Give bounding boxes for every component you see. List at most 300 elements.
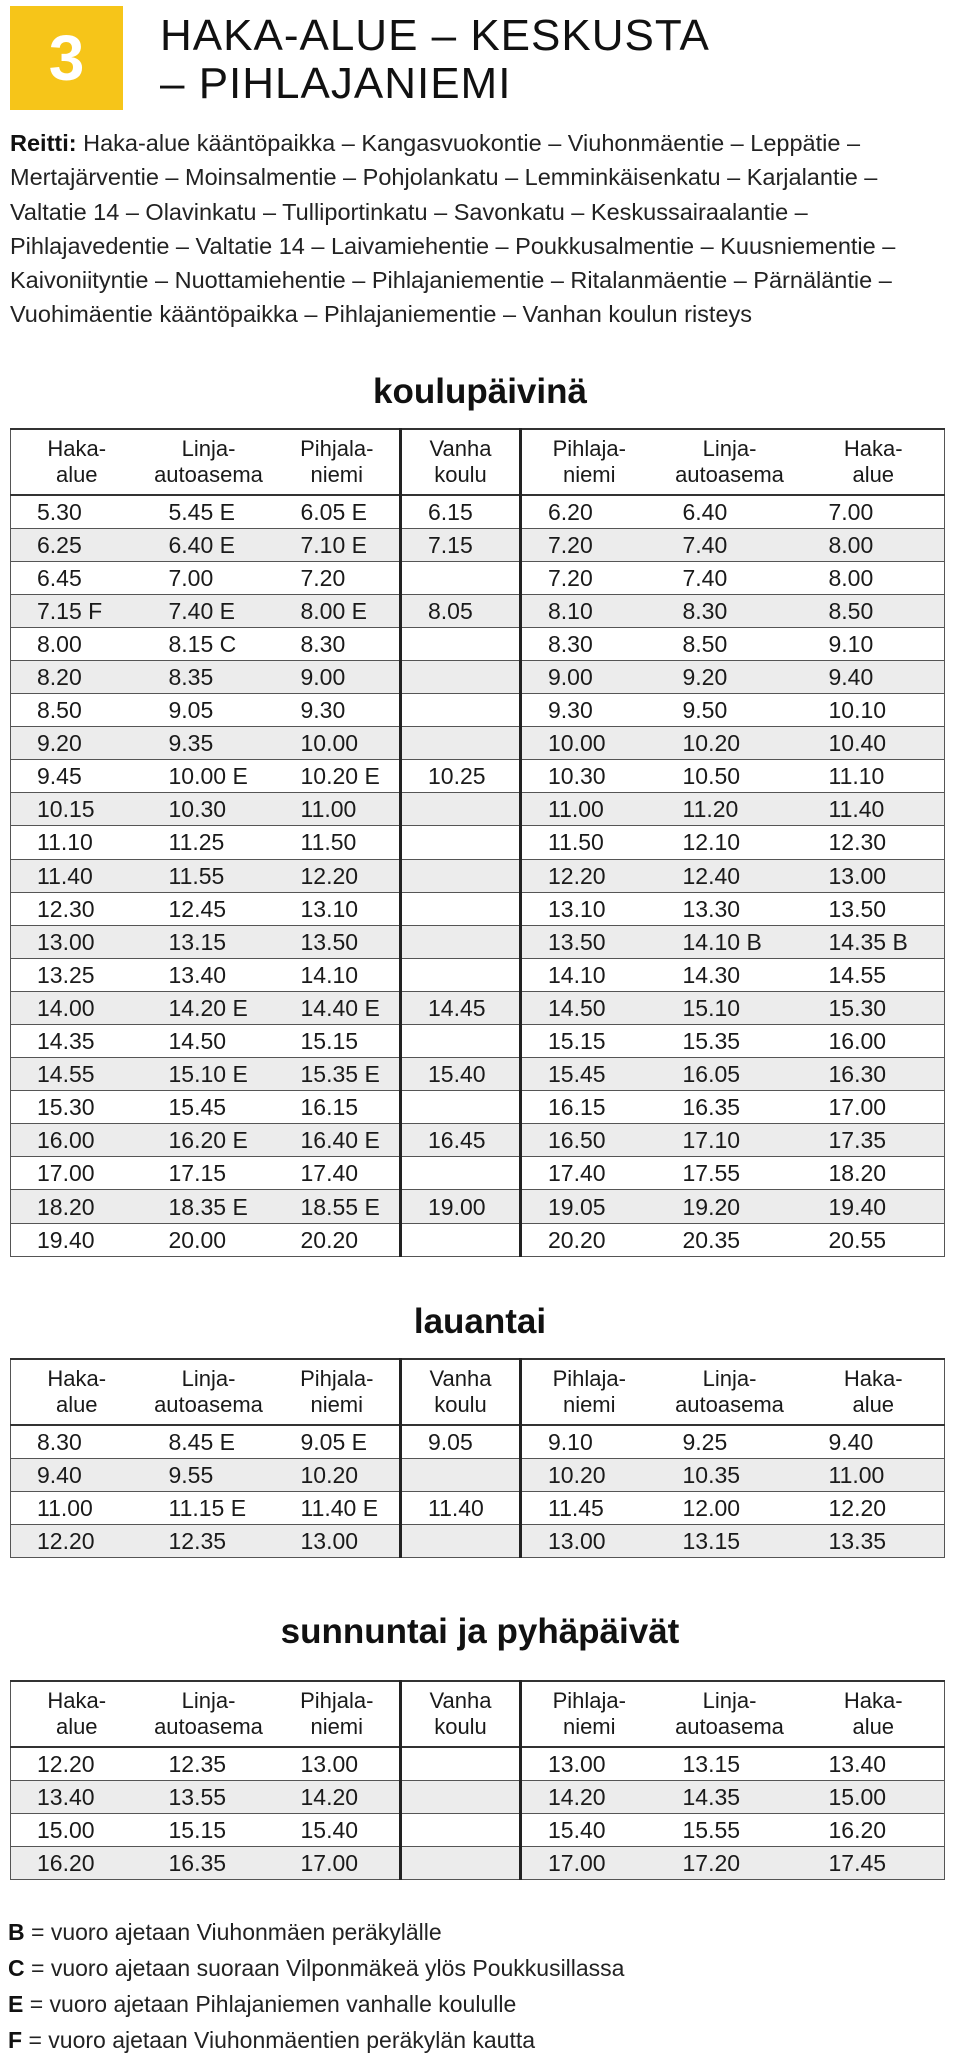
departure-time-cell: 9.50 xyxy=(657,694,803,727)
departure-time-cell: 15.35 xyxy=(657,1025,803,1058)
departure-time-cell xyxy=(401,793,521,826)
departure-time-cell: 6.25 xyxy=(11,528,143,561)
departure-time-cell: 14.00 xyxy=(11,991,143,1024)
departure-time-cell: 16.20 xyxy=(803,1813,945,1846)
departure-time-cell: 8.00 xyxy=(803,561,945,594)
departure-time-cell: 10.20 xyxy=(657,727,803,760)
departure-time-cell: 15.15 xyxy=(275,1025,401,1058)
departure-time-cell: 10.50 xyxy=(657,760,803,793)
page-title xyxy=(160,12,710,108)
departure-time-cell: 11.20 xyxy=(657,793,803,826)
route-stops: Haka-alue kääntöpaikka – Kangasvuokontie – Viuhonmäentie – Leppätie – Mertajärventie – Moinsalmentie – Pohjolankatu – Lemminkäisenkatu – Karjalantie – Valtatie 14 – Olavinkatu – Tulliportinkatu – Savonkatu – Keskussairaalantie – Pihlajavedentie – Valtatie 14 – Laivamiehentie – Poukkusalmentie – Kuusniementie – Kaivoniityntie – Nuottamiehentie – Pihlajaniementie – Ritalanmäentie – Pärnäläntie – Vuohimäentie kääntöpaikka – Pihlajaniementie – Vanhan koulun risteys xyxy=(10,130,896,328)
departure-time-cell xyxy=(401,1025,521,1058)
departure-time-cell: 6.05 E xyxy=(275,495,401,528)
departure-time-cell: 11.10 xyxy=(11,826,143,859)
departure-time-cell: 14.10 B xyxy=(657,925,803,958)
departure-time-cell: 9.20 xyxy=(657,660,803,693)
departure-time-cell: 9.35 xyxy=(143,727,275,760)
table-row xyxy=(11,1524,945,1557)
column-header-line: Vanha xyxy=(429,1366,492,1391)
departure-time-cell: 13.55 xyxy=(143,1780,275,1813)
column-header-line: Linja- xyxy=(181,436,236,461)
departure-time-cell: 14.45 xyxy=(401,991,521,1024)
departure-time-cell: 10.25 xyxy=(401,760,521,793)
column-header xyxy=(143,1359,275,1425)
departure-time-cell: 7.20 xyxy=(521,528,657,561)
table-row xyxy=(11,925,945,958)
departure-time-cell: 11.10 xyxy=(803,760,945,793)
column-header xyxy=(275,1359,401,1425)
departure-time-cell: 14.55 xyxy=(803,958,945,991)
departure-time-cell xyxy=(401,958,521,991)
departure-time-cell: 8.00 xyxy=(11,627,143,660)
departure-time-cell: 8.50 xyxy=(11,694,143,727)
table-row xyxy=(11,1747,945,1780)
column-header xyxy=(143,1681,275,1747)
departure-time-cell: 19.40 xyxy=(803,1190,945,1223)
departure-time-cell: 12.20 xyxy=(521,859,657,892)
departure-time-cell: 18.35 E xyxy=(143,1190,275,1223)
column-header-line: Linja- xyxy=(702,436,757,461)
departure-time-cell: 13.25 xyxy=(11,958,143,991)
departure-time-cell: 9.30 xyxy=(521,694,657,727)
column-header-line: Pihlaja- xyxy=(552,1688,626,1713)
departure-time-cell: 9.00 xyxy=(275,660,401,693)
departure-time-cell: 15.10 xyxy=(657,991,803,1024)
departure-time-cell: 9.40 xyxy=(803,1425,945,1458)
departure-time-cell: 14.35 xyxy=(657,1780,803,1813)
departure-time-cell: 17.15 xyxy=(143,1157,275,1190)
departure-time-cell: 13.00 xyxy=(521,1524,657,1557)
departure-time-cell: 13.15 xyxy=(143,925,275,958)
departure-time-cell xyxy=(401,727,521,760)
departure-time-cell: 13.10 xyxy=(275,892,401,925)
departure-time-cell: 11.40 xyxy=(803,793,945,826)
column-header xyxy=(11,429,143,495)
timetable-school-days xyxy=(10,428,945,1257)
column-header-line: autoasema xyxy=(675,462,784,487)
title-line-2: – PIHLAJANIEMI xyxy=(160,59,512,108)
departure-time-cell xyxy=(401,859,521,892)
departure-time-cell: 16.05 xyxy=(657,1058,803,1091)
departure-time-cell: 11.40 E xyxy=(275,1491,401,1524)
departure-time-cell xyxy=(401,660,521,693)
departure-time-cell: 12.35 xyxy=(143,1524,275,1557)
departure-time-cell: 14.30 xyxy=(657,958,803,991)
departure-time-cell: 10.20 E xyxy=(275,760,401,793)
table-row xyxy=(11,495,945,528)
departure-time-cell: 9.05 E xyxy=(275,1425,401,1458)
departure-time-cell: 14.20 xyxy=(275,1780,401,1813)
departure-time-cell: 5.30 xyxy=(11,495,143,528)
departure-time-cell: 16.50 xyxy=(521,1124,657,1157)
departure-time-cell: 17.00 xyxy=(11,1157,143,1190)
departure-time-cell: 7.00 xyxy=(143,561,275,594)
departure-time-cell xyxy=(401,1780,521,1813)
table-row xyxy=(11,1025,945,1058)
departure-time-cell: 17.00 xyxy=(803,1091,945,1124)
departure-time-cell: 17.55 xyxy=(657,1157,803,1190)
table-row xyxy=(11,1813,945,1846)
column-header xyxy=(143,429,275,495)
departure-time-cell: 10.20 xyxy=(275,1458,401,1491)
departure-time-cell: 16.30 xyxy=(803,1058,945,1091)
column-header xyxy=(401,1681,521,1747)
departure-time-cell: 19.05 xyxy=(521,1190,657,1223)
table-row xyxy=(11,892,945,925)
departure-time-cell: 18.20 xyxy=(11,1190,143,1223)
column-header xyxy=(401,429,521,495)
departure-time-cell xyxy=(401,627,521,660)
departure-time-cell: 6.45 xyxy=(11,561,143,594)
table-row xyxy=(11,1458,945,1491)
column-header xyxy=(521,429,657,495)
table-row xyxy=(11,1491,945,1524)
departure-time-cell: 10.15 xyxy=(11,793,143,826)
departure-time-cell xyxy=(401,1223,521,1256)
column-header-line: autoasema xyxy=(675,1714,784,1739)
departure-time-cell: 16.35 xyxy=(657,1091,803,1124)
departure-time-cell: 9.00 xyxy=(521,660,657,693)
departure-time-cell: 6.40 E xyxy=(143,528,275,561)
route-number-badge: 3 xyxy=(10,6,123,110)
departure-time-cell: 12.40 xyxy=(657,859,803,892)
departure-time-cell: 17.40 xyxy=(521,1157,657,1190)
table-row xyxy=(11,1223,945,1256)
table-row xyxy=(11,627,945,660)
departure-time-cell: 13.00 xyxy=(803,859,945,892)
column-header-line: Linja- xyxy=(181,1366,236,1391)
table-row xyxy=(11,991,945,1024)
departure-time-cell: 14.50 xyxy=(521,991,657,1024)
departure-time-cell: 7.40 xyxy=(657,528,803,561)
departure-time-cell: 8.35 xyxy=(143,660,275,693)
departure-time-cell: 10.10 xyxy=(803,694,945,727)
departure-time-cell xyxy=(401,1813,521,1846)
departure-time-cell xyxy=(401,892,521,925)
departure-time-cell: 13.40 xyxy=(143,958,275,991)
table-row xyxy=(11,1124,945,1157)
departure-time-cell: 20.35 xyxy=(657,1223,803,1256)
departure-time-cell xyxy=(401,1157,521,1190)
departure-time-cell: 17.00 xyxy=(275,1846,401,1879)
departure-time-cell: 9.10 xyxy=(803,627,945,660)
departure-time-cell: 8.50 xyxy=(803,594,945,627)
table-row xyxy=(11,1091,945,1124)
column-header xyxy=(803,429,945,495)
table-row xyxy=(11,1157,945,1190)
departure-time-cell: 13.40 xyxy=(11,1780,143,1813)
departure-time-cell: 8.30 xyxy=(275,627,401,660)
column-header-line: niemi xyxy=(310,462,364,487)
table-row xyxy=(11,958,945,991)
column-header-line: autoasema xyxy=(154,1392,263,1417)
column-header xyxy=(401,1359,521,1425)
departure-time-cell: 13.30 xyxy=(657,892,803,925)
departure-time-cell: 8.50 xyxy=(657,627,803,660)
departure-time-cell: 14.50 xyxy=(143,1025,275,1058)
departure-time-cell: 10.00 xyxy=(521,727,657,760)
column-header-line: Haka- xyxy=(47,436,107,461)
departure-time-cell: 16.15 xyxy=(275,1091,401,1124)
table-row xyxy=(11,660,945,693)
table-row xyxy=(11,528,945,561)
departure-time-cell: 8.30 xyxy=(11,1425,143,1458)
table-row xyxy=(11,1058,945,1091)
departure-time-cell: 16.20 E xyxy=(143,1124,275,1157)
departure-time-cell xyxy=(401,694,521,727)
departure-time-cell: 13.15 xyxy=(657,1747,803,1780)
departure-time-cell: 8.15 C xyxy=(143,627,275,660)
departure-time-cell: 13.00 xyxy=(275,1524,401,1557)
departure-time-cell: 8.30 xyxy=(657,594,803,627)
departure-time-cell: 11.15 E xyxy=(143,1491,275,1524)
column-header xyxy=(521,1359,657,1425)
departure-time-cell: 12.30 xyxy=(11,892,143,925)
departure-time-cell: 11.50 xyxy=(275,826,401,859)
departure-time-cell: 10.30 xyxy=(143,793,275,826)
departure-time-cell: 6.40 xyxy=(657,495,803,528)
departure-time-cell: 13.50 xyxy=(275,925,401,958)
departure-time-cell: 15.40 xyxy=(275,1813,401,1846)
departure-time-cell: 14.55 xyxy=(11,1058,143,1091)
column-header-line: niemi xyxy=(310,1714,364,1739)
column-header-line: niemi xyxy=(562,1392,616,1417)
column-header-line: Haka- xyxy=(843,1366,903,1391)
column-header-line: autoasema xyxy=(154,1714,263,1739)
departure-time-cell: 15.35 E xyxy=(275,1058,401,1091)
column-header-line: alue xyxy=(55,1392,98,1417)
departure-time-cell: 17.45 xyxy=(803,1846,945,1879)
departure-time-cell: 13.15 xyxy=(657,1524,803,1557)
departure-time-cell: 12.20 xyxy=(11,1524,143,1557)
column-header-line: Pihlaja- xyxy=(552,1366,626,1391)
column-header-line: Linja- xyxy=(702,1366,757,1391)
departure-time-cell: 19.40 xyxy=(11,1223,143,1256)
departure-time-cell: 15.40 xyxy=(521,1813,657,1846)
departure-time-cell: 11.40 xyxy=(401,1491,521,1524)
departure-time-cell: 15.45 xyxy=(143,1091,275,1124)
table-row xyxy=(11,694,945,727)
departure-time-cell: 17.40 xyxy=(275,1157,401,1190)
departure-time-cell: 5.45 E xyxy=(143,495,275,528)
departure-time-cell: 8.20 xyxy=(11,660,143,693)
table-row xyxy=(11,793,945,826)
departure-time-cell: 14.20 xyxy=(521,1780,657,1813)
departure-time-cell: 12.20 xyxy=(803,1491,945,1524)
departure-time-cell: 16.35 xyxy=(143,1846,275,1879)
departure-time-cell: 11.00 xyxy=(803,1458,945,1491)
route-description xyxy=(10,126,950,332)
section-title-sunday-holidays: sunnuntai ja pyhäpäivät xyxy=(280,1612,680,1651)
departure-time-cell: 18.55 E xyxy=(275,1190,401,1223)
departure-time-cell: 19.00 xyxy=(401,1190,521,1223)
departure-time-cell: 14.40 E xyxy=(275,991,401,1024)
column-header xyxy=(275,429,401,495)
departure-time-cell: 16.40 E xyxy=(275,1124,401,1157)
departure-time-cell: 15.10 E xyxy=(143,1058,275,1091)
departure-time-cell: 15.15 xyxy=(521,1025,657,1058)
section-title-saturday: lauantai xyxy=(413,1302,547,1341)
column-header-line: koulu xyxy=(434,462,487,487)
table-row xyxy=(11,1846,945,1879)
departure-time-cell: 9.10 xyxy=(521,1425,657,1458)
departure-time-cell: 8.30 xyxy=(521,627,657,660)
column-header xyxy=(657,1681,803,1747)
column-header xyxy=(11,1359,143,1425)
column-header-line: Linja- xyxy=(181,1688,236,1713)
departure-time-cell: 11.00 xyxy=(275,793,401,826)
column-header xyxy=(803,1681,945,1747)
column-header-line: alue xyxy=(852,1392,895,1417)
departure-time-cell: 17.00 xyxy=(521,1846,657,1879)
column-header xyxy=(275,1681,401,1747)
departure-time-cell: 20.20 xyxy=(275,1223,401,1256)
column-header-line: Pihjala- xyxy=(300,436,374,461)
column-header-line: alue xyxy=(852,462,895,487)
departure-time-cell: 20.55 xyxy=(803,1223,945,1256)
departure-time-cell: 8.10 xyxy=(521,594,657,627)
departure-time-cell: 15.30 xyxy=(803,991,945,1024)
departure-time-cell: 14.20 E xyxy=(143,991,275,1024)
column-header-line: Vanha xyxy=(429,436,492,461)
timetable-header-row xyxy=(11,1681,945,1747)
departure-time-cell xyxy=(401,1747,521,1780)
departure-time-cell: 7.40 E xyxy=(143,594,275,627)
departure-time-cell: 9.25 xyxy=(657,1425,803,1458)
departure-time-cell: 13.35 xyxy=(803,1524,945,1557)
departure-time-cell: 15.15 xyxy=(143,1813,275,1846)
departure-time-cell: 11.50 xyxy=(521,826,657,859)
departure-time-cell: 9.40 xyxy=(803,660,945,693)
column-header-line: Haka- xyxy=(47,1688,107,1713)
departure-time-cell xyxy=(401,1846,521,1879)
column-header-line: Haka- xyxy=(843,1688,903,1713)
column-header xyxy=(657,429,803,495)
table-row xyxy=(11,760,945,793)
departure-time-cell: 7.40 xyxy=(657,561,803,594)
departure-time-cell: 9.05 xyxy=(143,694,275,727)
departure-time-cell: 12.35 xyxy=(143,1747,275,1780)
departure-time-cell: 9.05 xyxy=(401,1425,521,1458)
column-header-line: Linja- xyxy=(702,1688,757,1713)
departure-time-cell: 10.35 xyxy=(657,1458,803,1491)
departure-time-cell: 8.00 xyxy=(803,528,945,561)
departure-time-cell: 10.00 xyxy=(275,727,401,760)
departure-time-cell: 16.00 xyxy=(803,1025,945,1058)
departure-time-cell: 16.00 xyxy=(11,1124,143,1157)
column-header-line: Vanha xyxy=(429,1688,492,1713)
title-line-1: HAKA-ALUE – KESKUSTA xyxy=(160,11,710,60)
table-row xyxy=(11,594,945,627)
departure-time-cell: 11.40 xyxy=(11,859,143,892)
column-header-line: alue xyxy=(55,1714,98,1739)
table-row xyxy=(11,826,945,859)
timetable-header-row xyxy=(11,1359,945,1425)
departure-time-cell: 7.15 F xyxy=(11,594,143,627)
departure-time-cell: 15.45 xyxy=(521,1058,657,1091)
table-row xyxy=(11,1425,945,1458)
legend-item-f: F = vuoro ajetaan Viuhonmäentien peräkylän kautta xyxy=(8,2027,536,2053)
column-header-line: Haka- xyxy=(843,436,903,461)
departure-time-cell: 8.45 E xyxy=(143,1425,275,1458)
departure-time-cell: 12.30 xyxy=(803,826,945,859)
column-header-line: autoasema xyxy=(154,462,263,487)
departure-time-cell: 9.30 xyxy=(275,694,401,727)
departure-time-cell: 8.05 xyxy=(401,594,521,627)
column-header-line: niemi xyxy=(310,1392,364,1417)
column-header xyxy=(803,1359,945,1425)
departure-time-cell: 18.20 xyxy=(803,1157,945,1190)
departure-time-cell: 13.00 xyxy=(11,925,143,958)
departure-time-cell: 10.40 xyxy=(803,727,945,760)
departure-time-cell: 16.15 xyxy=(521,1091,657,1124)
departure-time-cell: 17.10 xyxy=(657,1124,803,1157)
departure-time-cell: 11.55 xyxy=(143,859,275,892)
departure-time-cell: 11.45 xyxy=(521,1491,657,1524)
column-header-line: alue xyxy=(55,462,98,487)
route-label: Reitti: xyxy=(10,130,77,156)
departure-time-cell: 17.35 xyxy=(803,1124,945,1157)
departure-time-cell xyxy=(401,1524,521,1557)
departure-time-cell: 15.30 xyxy=(11,1091,143,1124)
departure-time-cell: 9.45 xyxy=(11,760,143,793)
legend-item-c: C = vuoro ajetaan suoraan Vilponmäkeä ylös Poukkusillassa xyxy=(8,1955,625,1981)
departure-time-cell: 10.30 xyxy=(521,760,657,793)
departure-time-cell xyxy=(401,1458,521,1491)
departure-time-cell: 12.00 xyxy=(657,1491,803,1524)
table-row xyxy=(11,727,945,760)
departure-time-cell: 10.00 E xyxy=(143,760,275,793)
departure-time-cell: 11.25 xyxy=(143,826,275,859)
departure-time-cell xyxy=(401,561,521,594)
departure-time-cell: 12.10 xyxy=(657,826,803,859)
column-header xyxy=(521,1681,657,1747)
departure-time-cell: 15.00 xyxy=(11,1813,143,1846)
column-header-line: autoasema xyxy=(675,1392,784,1417)
departure-time-cell: 12.20 xyxy=(11,1747,143,1780)
departure-time-cell: 7.20 xyxy=(275,561,401,594)
departure-time-cell: 7.10 E xyxy=(275,528,401,561)
departure-time-cell: 13.10 xyxy=(521,892,657,925)
departure-time-cell: 9.40 xyxy=(11,1458,143,1491)
departure-time-cell: 12.45 xyxy=(143,892,275,925)
departure-time-cell: 14.10 xyxy=(521,958,657,991)
column-header-line: Pihjala- xyxy=(300,1366,374,1391)
departure-time-cell: 13.50 xyxy=(521,925,657,958)
departure-time-cell: 17.20 xyxy=(657,1846,803,1879)
departure-time-cell: 11.00 xyxy=(521,793,657,826)
column-header-line: niemi xyxy=(562,1714,616,1739)
departure-time-cell: 12.20 xyxy=(275,859,401,892)
table-row xyxy=(11,1780,945,1813)
legend-item-b: B = vuoro ajetaan Viuhonmäen peräkylälle xyxy=(8,1919,442,1945)
column-header xyxy=(657,1359,803,1425)
departure-time-cell: 9.20 xyxy=(11,727,143,760)
column-header-line: koulu xyxy=(434,1392,487,1417)
departure-time-cell: 7.00 xyxy=(803,495,945,528)
column-header-line: Haka- xyxy=(47,1366,107,1391)
column-header-line: koulu xyxy=(434,1714,487,1739)
departure-time-cell xyxy=(401,925,521,958)
departure-time-cell: 13.00 xyxy=(521,1747,657,1780)
departure-time-cell: 16.20 xyxy=(11,1846,143,1879)
departure-time-cell: 15.40 xyxy=(401,1058,521,1091)
departure-time-cell: 6.15 xyxy=(401,495,521,528)
legend xyxy=(8,1914,948,2058)
departure-time-cell xyxy=(401,1091,521,1124)
departure-time-cell: 14.10 xyxy=(275,958,401,991)
